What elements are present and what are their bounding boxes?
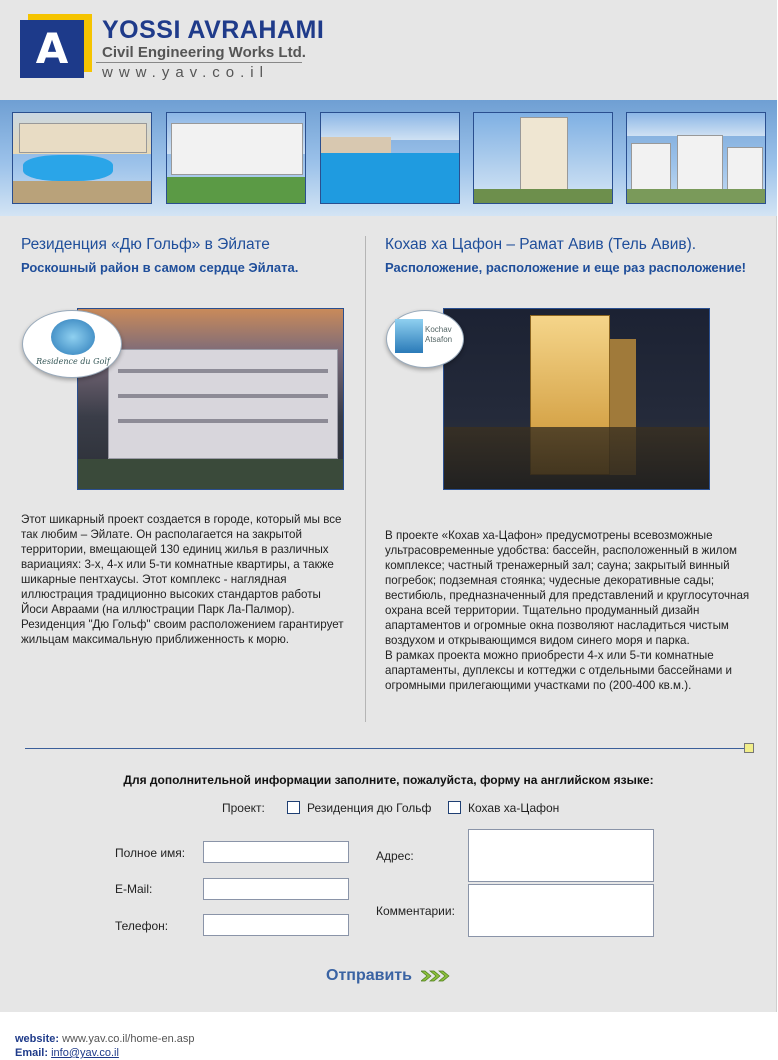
project-right	[385, 236, 760, 276]
checkbox-project-du-golf[interactable]	[287, 801, 300, 814]
photo-rooftop-pool	[320, 112, 460, 204]
header	[0, 0, 777, 100]
footer-website-label: website:	[15, 1033, 60, 1045]
footer	[15, 1032, 195, 1060]
photo-residential-complex	[626, 112, 766, 204]
form-title: Для дополнительной информации заполните, пожалуйста, форму на английском языке:	[123, 773, 654, 787]
project-left-description	[21, 512, 349, 647]
fullname-field[interactable]	[203, 841, 349, 863]
chevron-right-icon[interactable]	[421, 969, 451, 983]
company-url: www.yav.co.il	[102, 64, 269, 81]
project-right-paragraph-2: В рамках проекта можно приобрести 4-х или 5-ти комнатные апартаменты, дуплексы и коттеджи с отдельными бассейнами и огромными прилегающими участками по (200-400 кв.м.).	[385, 649, 733, 692]
footer-website-value: www.yav.co.il/home-en.asp	[62, 1033, 195, 1045]
checkbox-project-kochav-label: Кохав ха-Цафон	[468, 801, 560, 815]
project-left-subtitle: Роскошный район в самом сердце Эйлата.	[21, 260, 299, 275]
project-right-subtitle: Расположение, расположение и еще раз расположение!	[385, 260, 746, 275]
photo-tower	[473, 112, 613, 204]
logo-divider	[96, 62, 302, 63]
company-subtitle: Civil Engineering Works Ltd.	[102, 44, 306, 61]
phone-field[interactable]	[203, 914, 349, 936]
fullname-label: Полное имя:	[115, 846, 186, 860]
photo-resort-pool	[12, 112, 152, 204]
column-divider	[365, 236, 366, 722]
logo-letter: A	[20, 20, 84, 78]
address-label: Адрес:	[376, 849, 414, 863]
project-right-description	[385, 528, 760, 693]
project-left-paragraph-1: Этот шикарный проект создается в городе, который мы все так любим – Эйлате. Он располагается на закрытой территории, вмещающей 130 единиц жилья в различных вариациях: 3-х, 4-х или 5-ти комнатные квартиры, а также шикарные пентхаусы. Этот комплекс - наглядная иллюстрация традиционно высоких стандартов работы Йоси Авраами (на иллюстрации Парк Ла-Палмор).	[21, 513, 342, 616]
badge-residence-du-golf-text: Residence du Golf	[36, 357, 110, 366]
footer-email-row	[15, 1046, 195, 1060]
project-left	[21, 236, 351, 276]
badge-kochav-atsafon	[386, 310, 464, 368]
separator-marker	[744, 743, 754, 753]
project-label: Проект:	[222, 801, 265, 815]
project-right-title: Кохав ха Цафон – Рамат Авив (Тель Авив).	[385, 236, 697, 253]
logo[interactable]	[20, 14, 92, 78]
comments-label: Комментарии:	[376, 904, 455, 918]
company-name: YOSSI AVRAHAMI	[102, 16, 325, 44]
render-kochav-atsafon	[443, 308, 710, 490]
phone-label: Телефон:	[115, 919, 169, 933]
checkbox-project-kochav[interactable]	[448, 801, 461, 814]
section-separator	[25, 748, 745, 749]
photo-apartments-lawn	[166, 112, 306, 204]
badge-residence-du-golf	[22, 310, 122, 378]
email-label: E-Mail:	[115, 882, 153, 896]
project-left-title: Резиденция «Дю Гольф» в Эйлате	[21, 236, 270, 253]
photo-strip	[0, 100, 777, 216]
footer-email-label: Email:	[15, 1047, 49, 1059]
badge-kochav-atsafon-text: Kochav Atsafon	[425, 325, 453, 344]
project-right-paragraph-1: В проекте «Кохав ха-Цафон» предусмотрены всевозможные ультрасовременные удобства: бассейн, расположенный в жилом комплексе; частный тренажерный зал; сауна; закрытый винный погребок; подземная стоянка; чудесные декоративные сады; вестибюль, предназначенный для представлений и круглосуточная охрана всей территории. Тщательно продуманный дизайн апартаментов и огромные окна позволяют насладиться чистым воздухом и открывающимся видом синего моря и парка.	[385, 529, 750, 647]
submit-button[interactable]: Отправить	[326, 967, 412, 984]
project-left-paragraph-2: Резиденция "Дю Гольф" своим расположением гарантирует жильцам максимальную приближенность к морю.	[21, 618, 344, 646]
address-field[interactable]	[468, 829, 654, 882]
footer-website-row	[15, 1032, 195, 1046]
comments-field[interactable]	[468, 884, 654, 937]
email-field[interactable]	[203, 878, 349, 900]
footer-email-link[interactable]: info@yav.co.il	[51, 1047, 119, 1059]
checkbox-project-du-golf-label: Резиденция дю Гольф	[307, 801, 432, 815]
